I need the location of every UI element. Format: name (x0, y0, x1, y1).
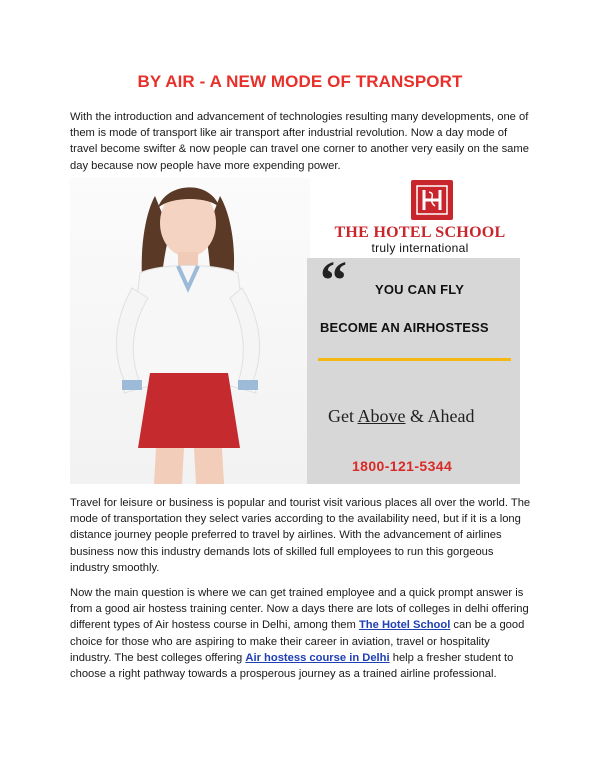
quote-mark-icon: “ (320, 250, 347, 310)
slogan-start: Get (328, 406, 358, 426)
intro-paragraph: With the introduction and advancement of technologies resulting many developments, one of them is mode of transport like air transport after industrial revolution. Now a day mode of travel become swifter & now people can travel one corner to another very easily on the same day because now people have more expending power. (70, 111, 529, 172)
slogan-end: & Ahead (405, 406, 475, 426)
air-hostess-illustration (70, 178, 310, 484)
air-hostess-course-link[interactable]: Air hostess course in Delhi (245, 651, 390, 664)
para3-part2: can be a good choice for those who are aspiring to make their career in aviation, travel or hospitality industry. The best colleges offering (70, 619, 525, 664)
school-name: THE HOTEL SCHOOL (334, 224, 506, 241)
para3-part1: Now the main question is where we can get trained employee and a quick prompt answer is from a good air hostess training center. Now a days there are lots of colleges in delhi offering different types of Air hostess course in Delhi, among them (70, 587, 529, 632)
training-paragraph (70, 585, 532, 682)
page-title: BY AIR - A NEW MODE OF TRANSPORT (137, 72, 463, 91)
yellow-divider (318, 358, 511, 361)
banner-subheadline: BECOME AN AIRHOSTESS (320, 320, 489, 335)
hotel-school-logo (411, 180, 453, 220)
banner-headline: YOU CAN FLY (375, 282, 465, 297)
hotel-school-link[interactable]: The Hotel School (358, 619, 451, 632)
para3-part3: help a fresher student to choose a right pathway towards a prosperous journey as a trained airline professional. (70, 651, 514, 681)
slogan-above: Above (357, 406, 406, 426)
travel-paragraph: Travel for leisure or business is popular and tourist visit various places all over the world. The mode of transportation they select varies according to the availability need, but if it is a long distance journey people preferred to travel by airlines. With the advancement of airlines business now this industry demands lots of skilled full employees to run this gorgeous industry smoothly. (70, 497, 531, 574)
promo-banner (70, 178, 520, 484)
model-photo (70, 178, 310, 484)
phone-number: 1800-121-5344 (352, 458, 453, 474)
school-tagline: truly international (371, 241, 469, 255)
banner-slogan (328, 406, 475, 427)
